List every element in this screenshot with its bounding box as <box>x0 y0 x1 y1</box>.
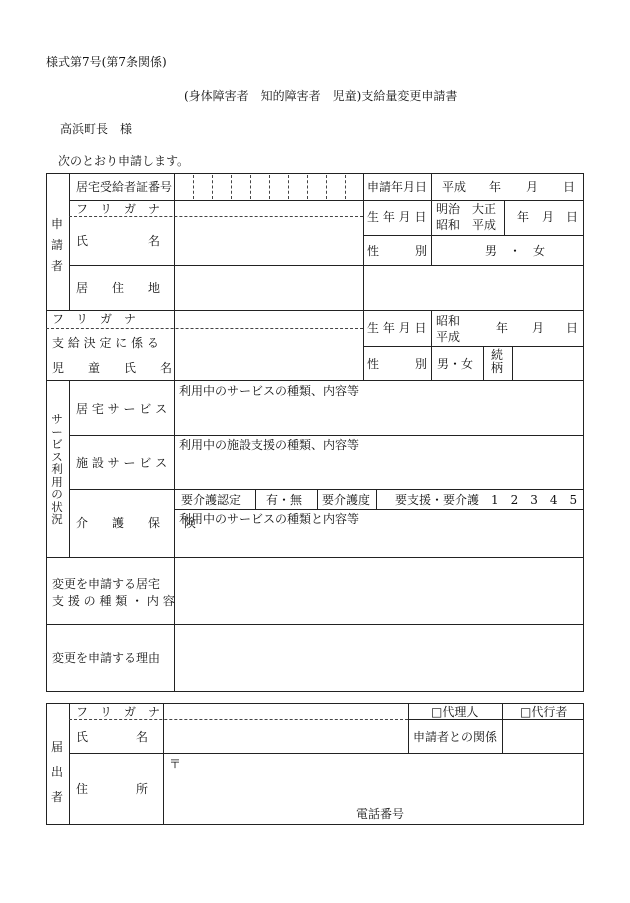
birth-day: 日 <box>566 210 579 224</box>
home-service-note: 利用中のサービスの種類、内容等 <box>179 384 360 398</box>
relation-to-applicant-label: 申請者との関係 <box>413 730 498 744</box>
care-level-options[interactable]: 要支援・要介護 1 2 3 4 5 <box>395 493 578 507</box>
proxy-checkbox[interactable]: □代行者 <box>520 705 568 719</box>
child-era-showa: 昭和 <box>436 314 461 328</box>
child-label-line2: 児 童 氏 名 <box>52 361 173 375</box>
child-furigana-label: フ リ ガ ナ <box>52 312 137 326</box>
notifier-name-label: 氏 名 <box>76 730 149 744</box>
application-date-label: 申請年月日 <box>367 180 428 194</box>
addressee: 高浜町長 様 <box>60 122 133 136</box>
applicant-address-label: 居 住 地 <box>76 281 161 295</box>
era-meiji: 明治 <box>436 202 461 216</box>
notifier-address-label: 住 所 <box>76 782 149 796</box>
care-level-label: 要介護度 <box>322 493 371 507</box>
child-label-line1: 支 給 決 定 に 係 る <box>52 336 159 350</box>
care-cert-options[interactable]: 有・無 <box>266 493 303 507</box>
child-relation-label: 続 柄 <box>490 348 503 375</box>
change-request-line2: 支 援 の 種 類 ・ 内 容 <box>52 594 175 608</box>
cert-number-label: 居宅受給者証番号 <box>76 180 173 194</box>
postal-mark: 〒 <box>169 757 182 771</box>
applicant-name-label: 氏 名 <box>76 234 161 248</box>
child-relation-input[interactable] <box>514 347 582 379</box>
change-request-input[interactable] <box>176 558 582 623</box>
home-service-label: 居 宅 サ ー ビ ス <box>76 402 168 416</box>
era-showa: 昭和 <box>436 218 461 232</box>
application-date-year: 年 <box>489 180 502 194</box>
change-request-line1: 変更を申請する居宅 <box>52 577 161 591</box>
phone-label: 電話番号 <box>356 807 405 821</box>
birth-month: 月 <box>542 210 555 224</box>
child-name-input[interactable] <box>176 329 362 379</box>
child-sex-options[interactable]: 男・女 <box>437 357 474 371</box>
agent-checkbox[interactable]: □代理人 <box>431 705 479 719</box>
facility-service-note: 利用中の施設支援の種類、内容等 <box>179 438 360 452</box>
services-group-label: サ ー ビ ス 利 用 の 状 況 <box>51 412 63 526</box>
era-taisho: 大正 <box>472 202 497 216</box>
notifier-furigana-label: フ リ ガ ナ <box>76 705 161 719</box>
form-number: 様式第7号(第7条関係) <box>46 55 167 69</box>
application-date-month: 月 <box>526 180 539 194</box>
birth-year: 年 <box>517 210 530 224</box>
facility-service-label: 施 設 サ ー ビ ス <box>76 456 168 470</box>
change-reason-label: 変更を申請する理由 <box>52 651 161 665</box>
intro-text: 次のとおり申請します。 <box>58 154 190 168</box>
notifier-furigana-input[interactable] <box>165 704 407 718</box>
application-date-era: 平成 <box>442 180 467 194</box>
application-date-day: 日 <box>563 180 576 194</box>
applicant-name-input[interactable] <box>176 217 362 264</box>
care-service-note: 利用中のサービスの種類と内容等 <box>179 512 360 526</box>
applicant-group-label: 申 請 者 <box>50 217 63 273</box>
applicant-sex-options[interactable]: 男 ・ 女 <box>485 244 546 258</box>
child-furigana-input[interactable] <box>176 311 362 327</box>
applicant-furigana-input[interactable] <box>176 201 362 215</box>
care-cert-label: 要介護認定 <box>181 493 242 507</box>
home-service-input[interactable] <box>176 399 582 434</box>
page-title: (身体障害者 知的障害者 児童)支給量変更申請書 <box>184 89 458 103</box>
care-insurance-label: 介 護 保 険 <box>76 516 197 530</box>
applicant-sex-label: 性 別 <box>367 244 428 258</box>
notifier-name-input[interactable] <box>165 721 407 752</box>
child-sex-label: 性 別 <box>367 357 428 371</box>
applicant-address-input[interactable] <box>176 266 582 309</box>
change-reason-input[interactable] <box>176 625 582 691</box>
cert-number-input[interactable] <box>176 176 362 199</box>
applicant-birthdate-label: 生 年 月 日 <box>367 210 427 224</box>
child-birth-month: 月 <box>532 321 545 335</box>
phone-input[interactable] <box>410 803 581 823</box>
care-service-input[interactable] <box>176 527 582 556</box>
child-era-heisei: 平成 <box>436 330 461 344</box>
relation-to-applicant-input[interactable] <box>504 721 582 752</box>
child-birth-day: 日 <box>566 321 579 335</box>
child-birthdate-label: 生 年 月 日 <box>367 321 427 335</box>
facility-service-input[interactable] <box>176 453 582 488</box>
child-birth-year: 年 <box>496 321 509 335</box>
era-heisei: 平成 <box>472 218 497 232</box>
notifier-group-label: 届 出 者 <box>50 740 63 804</box>
applicant-furigana-label: フ リ ガ ナ <box>76 202 161 216</box>
notifier-address-input[interactable] <box>185 755 581 800</box>
